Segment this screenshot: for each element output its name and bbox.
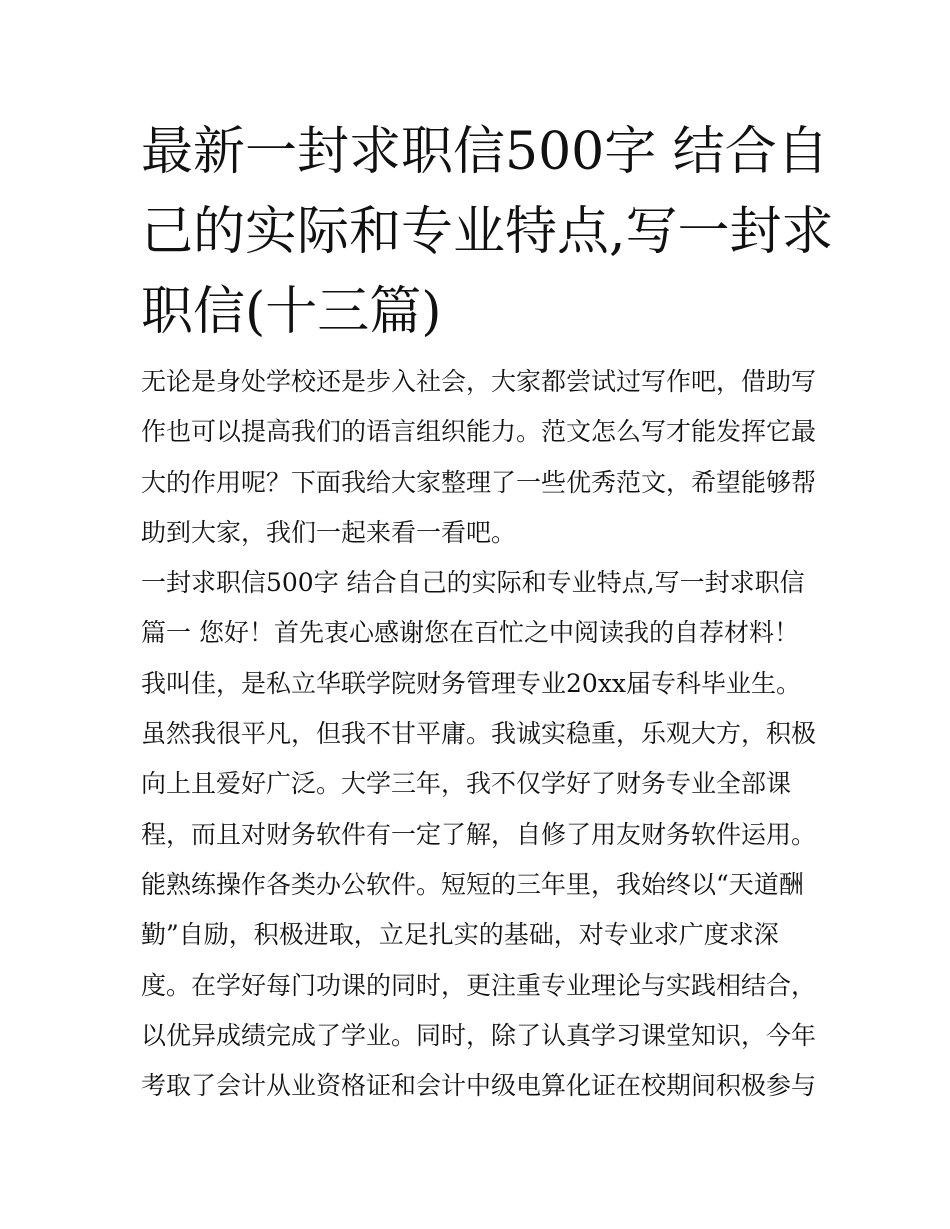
document-title — [141, 112, 834, 352]
title-line-3: 职信(十三篇) — [141, 282, 442, 342]
body-line: 能熟练操作各类办公软件。短短的三年里，我始终以“天道酬 — [141, 869, 804, 899]
body-line: 无论是身处学校还是步入社会，大家都尝试过写作吧，借助写 — [141, 367, 817, 396]
body-line: 向上且爱好广泛。大学三年，我不仅学好了财务专业全部课 — [141, 769, 792, 799]
title-line-1: 最新一封求职信500字 结合自 — [141, 122, 829, 182]
body-line: 一封求职信500字 结合自己的实际和专业特点,写一封求职信 — [141, 568, 805, 598]
body-line: 程，而且对财务软件有一定了解，自修了用友财务软件运用。 — [141, 819, 817, 849]
body-line: 虽然我很平凡，但我不甘平庸。我诚实稳重，乐观大方，积极 — [141, 719, 817, 749]
body-line: 勤”自励，积极进取，立足扎实的基础，对专业求广度求深 — [141, 920, 779, 950]
document-body — [141, 357, 821, 1111]
body-line: 度。在学好每门功课的同时，更注重专业理论与实践相结合， — [141, 970, 817, 1000]
body-line: 助到大家，我们一起来看一看吧。 — [141, 517, 517, 547]
body-line: 以优异成绩完成了学业。同时，除了认真学习课堂知识，今年 — [141, 1020, 817, 1050]
title-line-2: 己的实际和专业特点,写一封求 — [141, 202, 834, 262]
body-line: 考取了会计从业资格证和会计中级电算化证在校期间积极参与 — [141, 1071, 817, 1101]
body-line: 大的作用呢？下面我给大家整理了一些优秀范文，希望能够帮 — [141, 467, 817, 497]
body-line: 我叫佳，是私立华联学院财务管理专业20xx届专科毕业生。 — [141, 668, 802, 698]
body-line: 篇一 您好！首先衷心感谢您在百忙之中阅读我的自荐材料！ — [141, 618, 799, 648]
body-line: 作也可以提高我们的语言组织能力。范文怎么写才能发挥它最 — [141, 417, 817, 447]
